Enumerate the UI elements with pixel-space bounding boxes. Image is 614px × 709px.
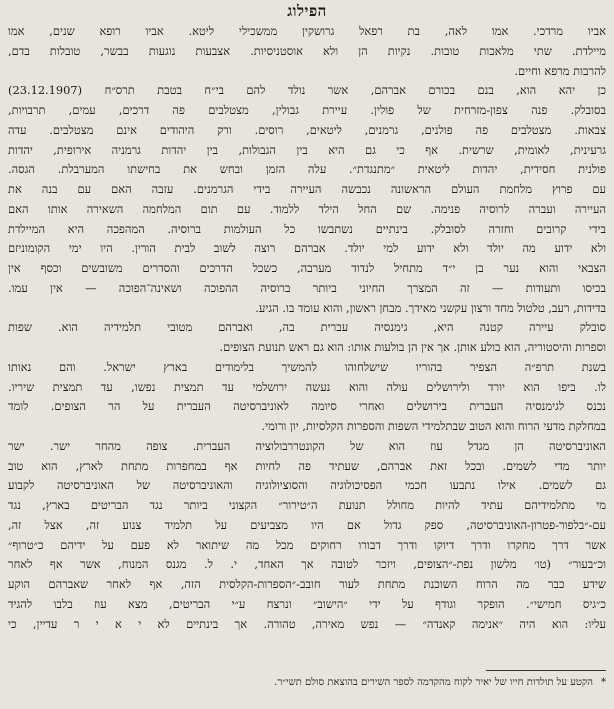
text-line: צבאות. מצטלבים פה פולנים, גרמנים, ליטאים, רוסים. ורק היהודים אינם מצטלבים. עדה <box>8 122 606 137</box>
text-line: מיילדת. שתי מלאכות טובות. נקיות הן ולא אוסטניסיות. אצבעות נוגעות בבשר, טובלות בדם, <box>8 43 606 58</box>
text-line: שידע כבר מה הרוח השוכנת מתחת לעור חובב-״הספרות-הקלסית הזה, אף לאחר שאברהם הוקע <box>8 577 606 591</box>
footnote-mark: * <box>601 677 606 688</box>
text-line: ולא ידוע מה יולד ולא ידוע למי יולד. אברהם רוצה לשוב לבית הורין. היו ימי הקומוניזם <box>8 241 606 256</box>
text-line: גרעינית, לאומית, שרשית. אף כי גם היא בין הגבולות, בין יהדות גרמניה אירופית, יהדות <box>8 142 606 157</box>
page-title: הפילוג <box>287 2 327 20</box>
text-line: פולנית חסידית, יהדות ליטאית ״מתנגדת״. עלה הזמן ובחש את בחישתו המערבלת. הגסה. <box>8 162 606 177</box>
footnote-text: הקטע על תולדות חייו של יאיר לקוח מהקדמה לספר השירים בהוצאת סולם תשי״ר. <box>274 677 593 688</box>
text-line: האוניברסיטה הן מגדל עוז הוא של הקונטררבולוציה העברית. צופה מהחר ישר. ישר <box>8 438 606 453</box>
body-text <box>8 22 606 634</box>
text-line: בשנת תרפ״ה הצפיר בהוריו שישלחוהו להמשיך בלימודים בארץ ישראל. והם נאותו <box>8 359 606 374</box>
text-line: במחלקת מדעי הרוח והוא הטוב שבתלמידי השפות והספרות הקלסיות, יון ורומי. <box>261 419 606 433</box>
text-line: בדידות, רעב, טלטול מחד ורצון עקשני מאידך. מבחן ראשון, והוא עומד בו. הגיע. <box>255 300 606 315</box>
text-line: העיירה ועברה לרוסיה פנימה. שם החל הילד ללמוד. עם תום המלחמה השאירה אותו האם <box>8 201 606 216</box>
text-line: אביו מרדכי. אמו לאה, בת רפאל גרושקין ממשכילי ליטא. אביו רופא שנים, אמו <box>8 24 606 38</box>
text-line: בידי קרובים וחזרה לסובלק. בינתיים נשתבשו כל העולמות ברוסיה. המהפכה היא המיילדת <box>8 221 606 236</box>
text-line: מי מתלמידיהם עתיד להיות מחולל תנועת ה״טירור״ הקצוני ביותר נגד הבריטים בארץ, נגד <box>8 498 606 512</box>
text-line: עליו: הוא היה ״אנימה קאנדה״ — נפש מאירה, טהורה. אך בינתיים לא י א י ר עדיין, כי <box>8 616 606 631</box>
text-line: סובלק עיירה קטנה היא, גימנסיה עברית בה, ואברהם מטובי תלמידיה הוא. שפות <box>8 320 606 335</box>
text-line: כן יהא הוא, בנם בכורם אברהם, אשר נולד להם בי״ח בטבת תרס״ח (23.12.1907) <box>8 83 606 98</box>
footnote-divider <box>486 670 606 671</box>
text-line: גם לשמים. אילו נתבעו חכמי הפסיכולוגיה והסוציולוגיה והאוניברסיטה של האוניברסיטה לקבוע <box>8 478 606 493</box>
text-line: בכיסו ותעודות — זה המצרך החיוני ביותר ברוסיה ההפוכה ושאינה־הפוכה — אין עמו. <box>8 280 606 295</box>
text-line: לו. ביפו הוא יורד ולירושלים עולה והוא נעשה ירושלמי עד תמצית נפשו, עד תמצית שיריו. <box>8 379 606 394</box>
text-line: עם-״בלפור-פטרון-האוניברסיטה, ספק גדול אם היו מצביעים על תלמיד צנוע זה, אצל זה, <box>8 517 606 532</box>
text-line: וכ״בעור״ (טו׳ מלשון נפת-״הצופים, ויזכר לטובה אך האחד, י. ל. מגנס המנוח, אשר אף לאחר <box>8 557 606 572</box>
text-line: וספרות והיסטוריה, הוא בולע אותן. אך אין הן בולעות אותו: הוא גם ראש תנועת הצופים. <box>219 340 606 354</box>
text-line: הצבאי והוא נער בן י״ד מתחיל לנדוד מערבה, כשכל הדרכים והסדרים משובשים וכסף אין <box>8 261 606 275</box>
text-line: עם פרוץ מלחמת העולם הראשונה נכבשה העיירה בידי הגרמנים. עזבה האם עם בנה את <box>8 182 606 196</box>
text-line: בסובלק. פנה צפון-מזרחית של פולין. עיירת גבולין, מצטלבים פה דרכים, עמים, תרבויות, <box>8 103 606 117</box>
text-line: אשר דרך מחקרו ודרך דיוקו ודרך דבורו רחוקים מכל מה שיתואר לא פעם על ידיהם כ״טרוף״ <box>8 537 606 552</box>
text-line: יותר מדי לשמים. ובכל זאת אברהם, שעתיד פה לחיות אף במחפרות מתחת לארץ, הוא טוב <box>8 458 606 473</box>
footnote <box>8 676 606 690</box>
text-line: להרבות מרפא וחיים. <box>514 63 606 78</box>
text-line: כ״גיס חמישי״. הופקר וגודף על ידי ״הישוב״ ונרצח ע״י הבריטים, מצא עוז בלבו להגיד <box>8 596 606 611</box>
text-line: נכנס לגימנסיה העברית בירושלים ואחרי סיומה לאוניברסיטה העברית על הר הצופים. לומד <box>8 399 606 414</box>
